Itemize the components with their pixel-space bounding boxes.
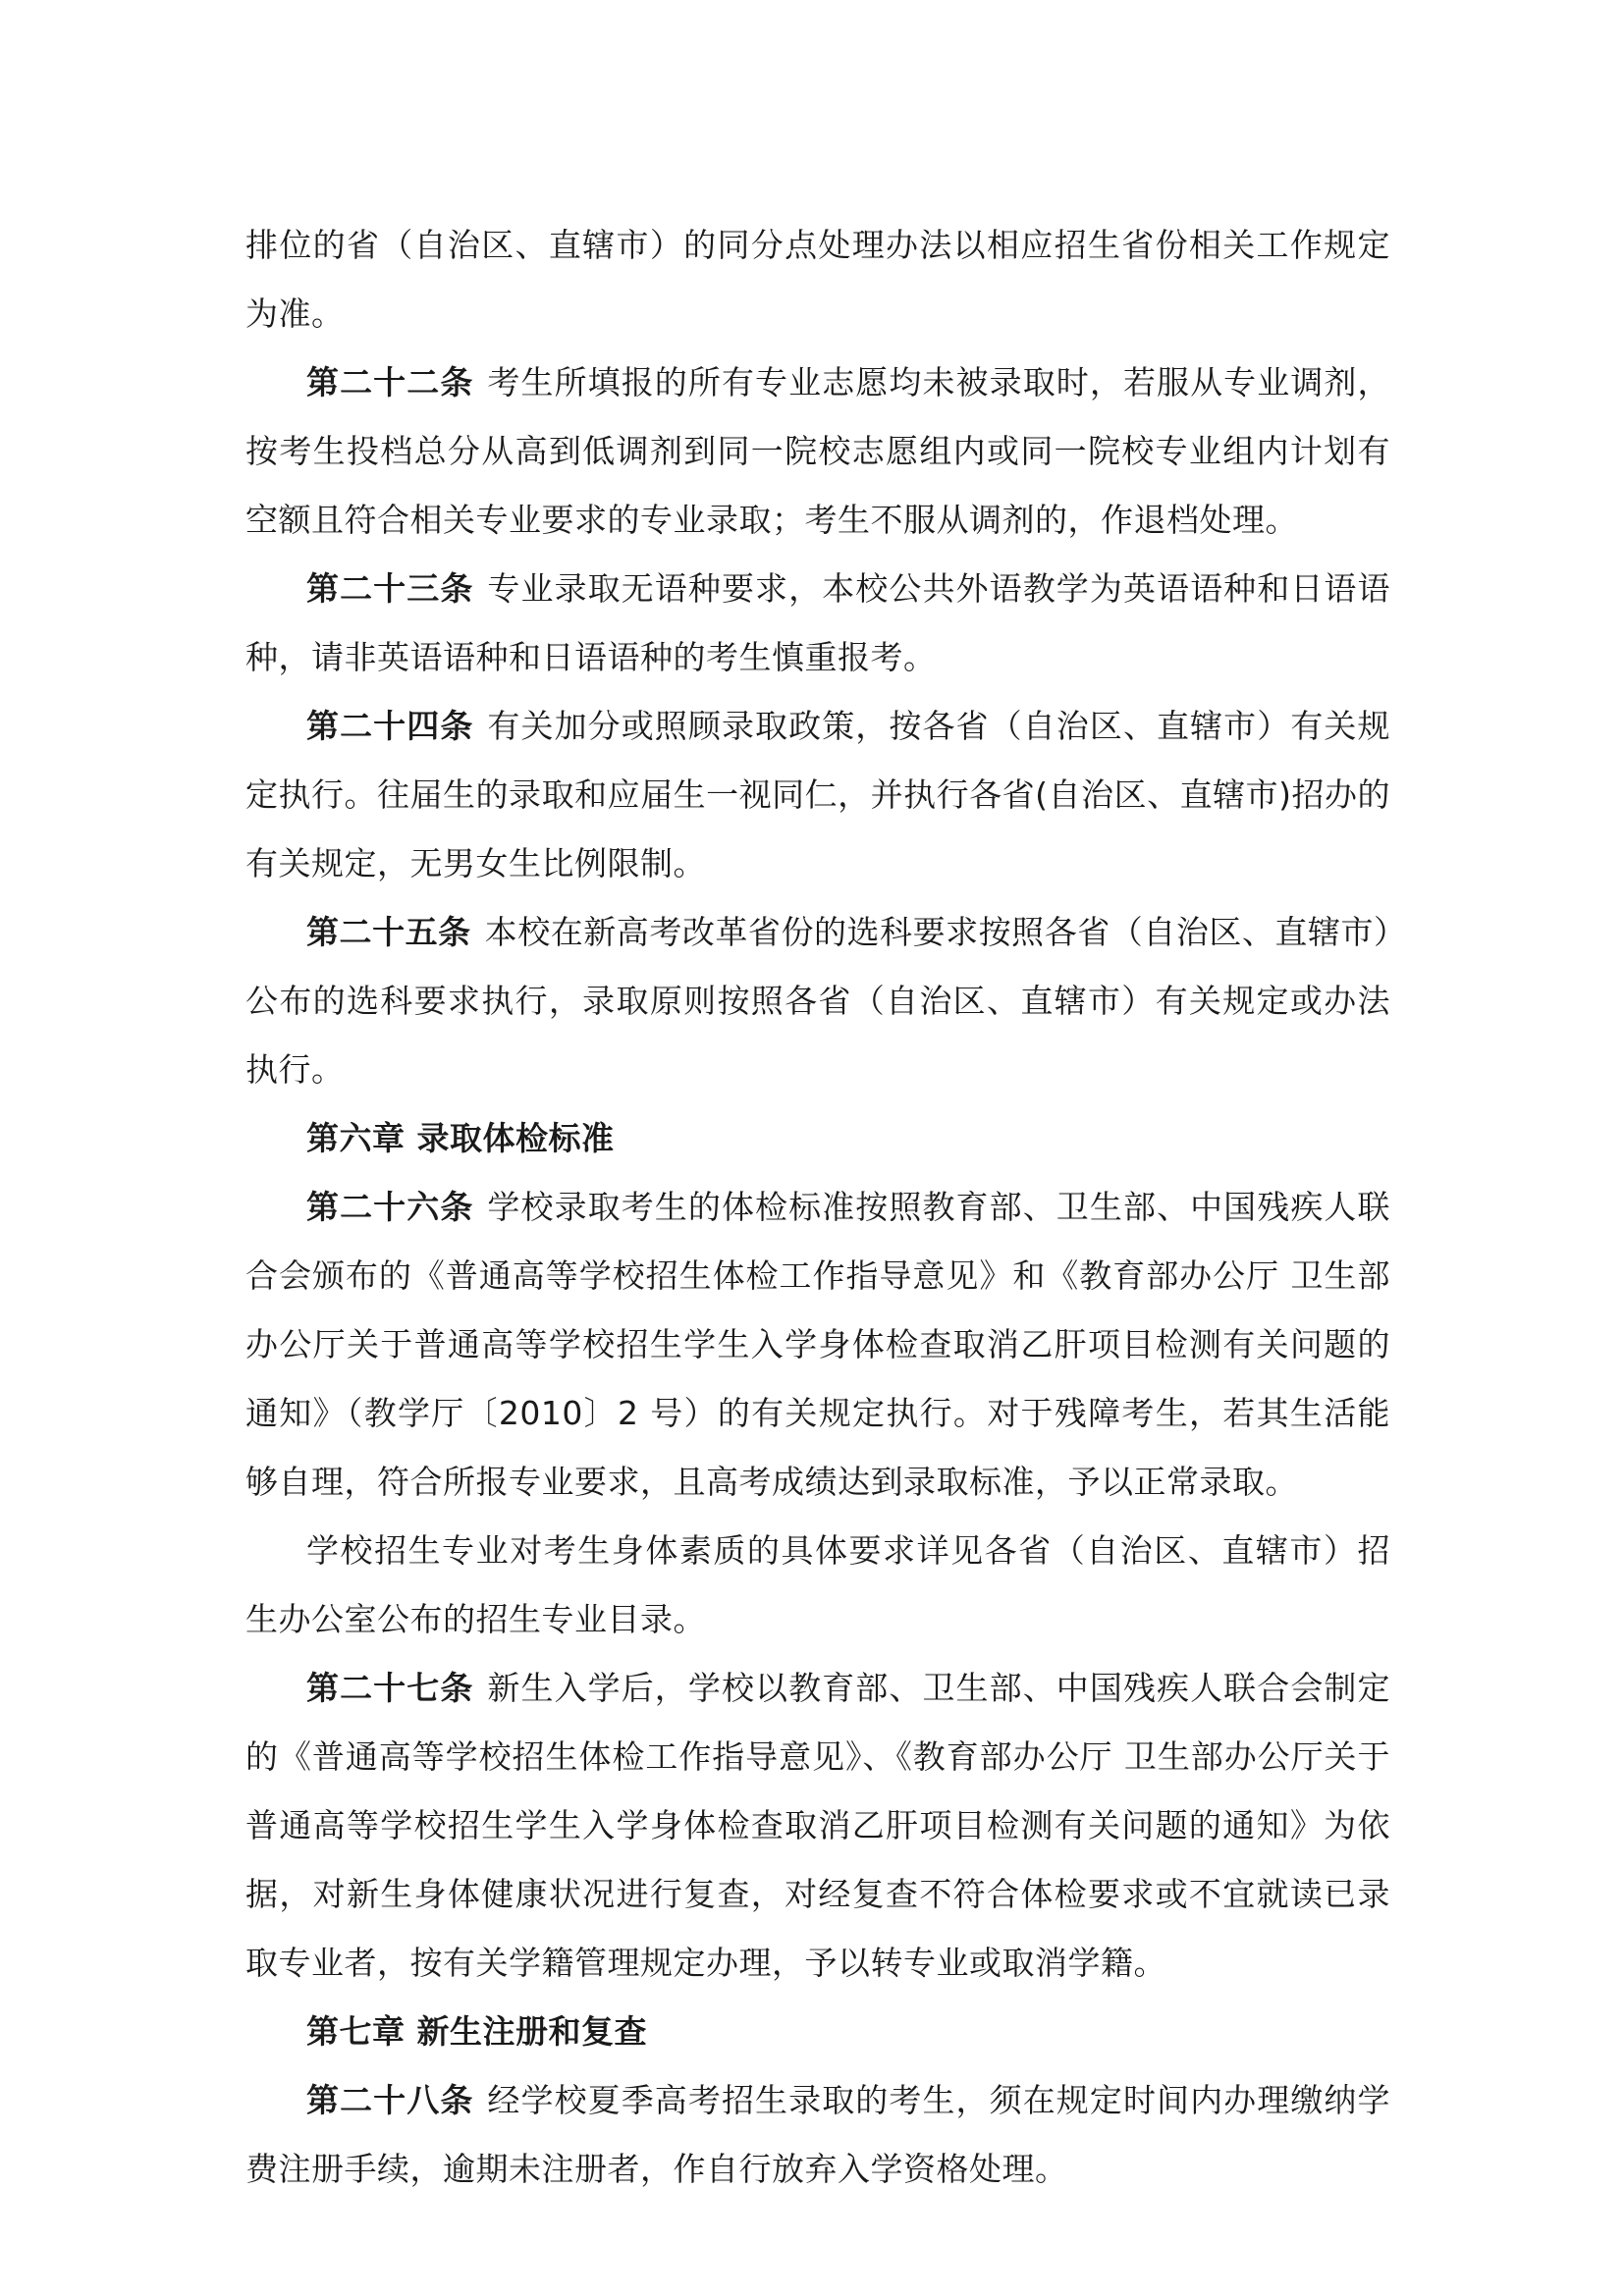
- article-label: 第二十三条: [306, 569, 474, 608]
- article-23: [245, 555, 1390, 692]
- chapter-title: 录取体检标准: [416, 1119, 615, 1157]
- article-text: 有关加分或照顾录取政策，按各省（自治区、直辖市）有关规定执行。往届生的录取和应届生一视同仁，并执行各省(自治区、直辖市)招办的有关规定，无男女生比例限制。: [245, 707, 1391, 882]
- article-22: [245, 348, 1390, 555]
- article-text: 新生入学后，学校以教育部、卫生部、中国残疾人联合会制定的《普通高等学校招生体检工作指导意见》、《教育部办公厅 卫生部办公厅关于普通高等学校招生学生入学身体检查取消乙肝项目检测有关问题的通知》为依据，对新生身体健康状况进行复查，对经复查不符合体检要求或不宜就读已录取专业者，按有关学籍管理规定办理，予以转专业或取消学籍。: [245, 1669, 1391, 1982]
- chapter-number: 第七章: [306, 2012, 406, 2051]
- article-28: [245, 2066, 1390, 2204]
- article-25: [245, 898, 1390, 1104]
- article-24: [245, 692, 1390, 898]
- article-label: 第二十七条: [306, 1669, 474, 1707]
- article-label: 第二十六条: [306, 1188, 474, 1226]
- article-26: [245, 1173, 1390, 1517]
- article-text: 学校录取考生的体检标准按照教育部、卫生部、中国残疾人联合会颁布的《普通高等学校招生体检工作指导意见》和《教育部办公厅 卫生部办公厅关于普通高等学校招生学生入学身体检查取消乙肝项目检测有关问题的通知》（教学厅〔2010〕2 号）的有关规定执行。对于残障考生，若其生活能够自理，符合所报专业要求，且高考成绩达到录取标准，予以正常录取。: [245, 1188, 1391, 1501]
- article-text: 考生所填报的所有专业志愿均未被录取时，若服从专业调剂，按考生投档总分从高到低调剂到同一院校志愿组内或同一院校专业组内计划有空额且符合相关专业要求的专业录取；考生不服从调剂的，作退档处理。: [245, 363, 1391, 539]
- article-label: 第二十八条: [306, 2081, 474, 2119]
- article-label: 第二十二条: [306, 363, 474, 401]
- article-text: 专业录取无语种要求，本校公共外语教学为英语语种和日语语种，请非英语语种和日语语种的考生慎重报考。: [245, 569, 1391, 676]
- continuation-paragraph: 排位的省（自治区、直辖市）的同分点处理办法以相应招生省份相关工作规定为准。: [245, 226, 1390, 333]
- chapter-6-heading: [245, 1104, 1390, 1173]
- article-27: [245, 1654, 1390, 1998]
- article-label: 第二十五条: [306, 913, 471, 951]
- chapter-number: 第六章: [306, 1119, 406, 1157]
- plain-paragraph: 学校招生专业对考生身体素质的具体要求详见各省（自治区、直辖市）招生办公室公布的招生专业目录。: [245, 1531, 1390, 1638]
- article-label: 第二十四条: [306, 707, 474, 745]
- chapter-title: 新生注册和复查: [416, 2012, 647, 2051]
- chapter-7-heading: [245, 1998, 1390, 2066]
- document-body: [245, 211, 1390, 2204]
- article-text: 本校在新高考改革省份的选科要求按照各省（自治区、直辖市）公布的选科要求执行，录取原则按照各省（自治区、直辖市）有关规定或办法执行。: [245, 913, 1390, 1089]
- article-text: 经学校夏季高考招生录取的考生，须在规定时间内办理缴纳学费注册手续，逾期未注册者，作自行放弃入学资格处理。: [245, 2081, 1391, 2188]
